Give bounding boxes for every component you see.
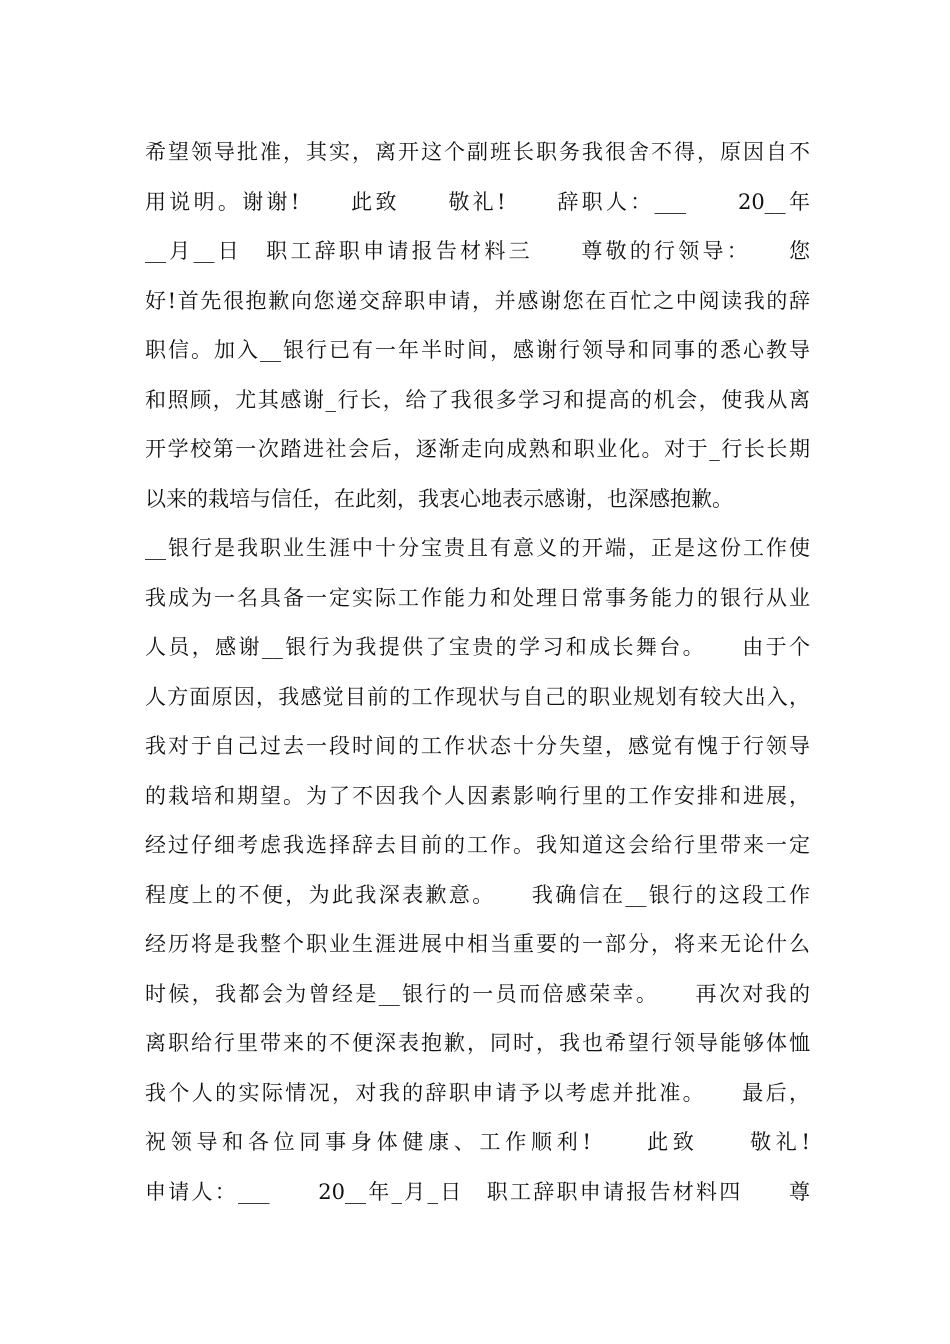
text-line-18: 时候，我都会为曾经是__银行的一员而倍感荣幸。 再次对我的 (145, 981, 810, 1006)
text-line-2: 用说明。谢谢! 此致 敬礼! 辞职人：___ 20__年 (145, 189, 810, 214)
text-line-5: 职信。加入__银行已有一年半时间，感谢行领导和同事的悉心教导 (145, 338, 810, 362)
text-line-9: __银行是我职业生涯中十分宝贵且有意义的开端，正是这份工作使 (145, 536, 810, 560)
body-text (145, 128, 810, 1217)
text-line-20: 我个人的实际情况，对我的辞职申请予以考虑并批准。 最后， (145, 1080, 810, 1105)
text-line-6: 和照顾，尤其感谢_行长，给了我很多学习和提高的机会，使我从离 (145, 387, 810, 412)
text-line-14: 的栽培和期望。为了不因我个人因素影响行里的工作安排和进展， (145, 783, 810, 808)
text-line-7: 开学校第一次踏进社会后，逐渐走向成熟和职业化。对于_行长长期 (145, 437, 810, 461)
text-line-11: 人员，感谢__银行为我提供了宝贵的学习和成长舞台。 由于个 (145, 635, 810, 659)
text-line-22: 申请人：___ 20__年_月_日 职工辞职申请报告材料四 尊 (145, 1179, 810, 1204)
text-line-21: 祝领导和各位同事身体健康、工作顺利! 此致 敬礼! (145, 1130, 810, 1154)
text-line-10: 我成为一名具备一定实际工作能力和处理日常事务能力的银行从业 (145, 585, 810, 610)
text-line-15: 经过仔细考虑我选择辞去目前的工作。我知道这会给行里带来一定 (145, 833, 810, 857)
text-line-1: 希望领导批准，其实，离开这个副班长职务我很舍不得，原因自不 (145, 140, 810, 164)
text-line-12: 人方面原因，我感觉目前的工作现状与自己的职业规划有较大出入， (145, 684, 810, 709)
text-line-16: 程度上的不便，为此我深表歉意。 我确信在__银行的这段工作 (145, 882, 810, 907)
text-line-13: 我对于自己过去一段时间的工作状态十分失望，感觉有愧于行领导 (145, 734, 810, 758)
text-line-3: __月__日 职工辞职申请报告材料三 尊敬的行领导： 您 (145, 239, 810, 263)
text-line-8: 以来的栽培与信任，在此刻，我衷心地表示感谢，也深感抱歉。 (145, 486, 733, 511)
text-line-17: 经历将是我整个职业生涯进展中相当重要的一部分，将来无论什么 (145, 932, 810, 956)
text-line-19: 离职给行里带来的不便深表抱歉，同时，我也希望行领导能够体恤 (145, 1031, 810, 1055)
text-line-4: 好!首先很抱歉向您递交辞职申请，并感谢您在百忙之中阅读我的辞 (145, 288, 810, 313)
